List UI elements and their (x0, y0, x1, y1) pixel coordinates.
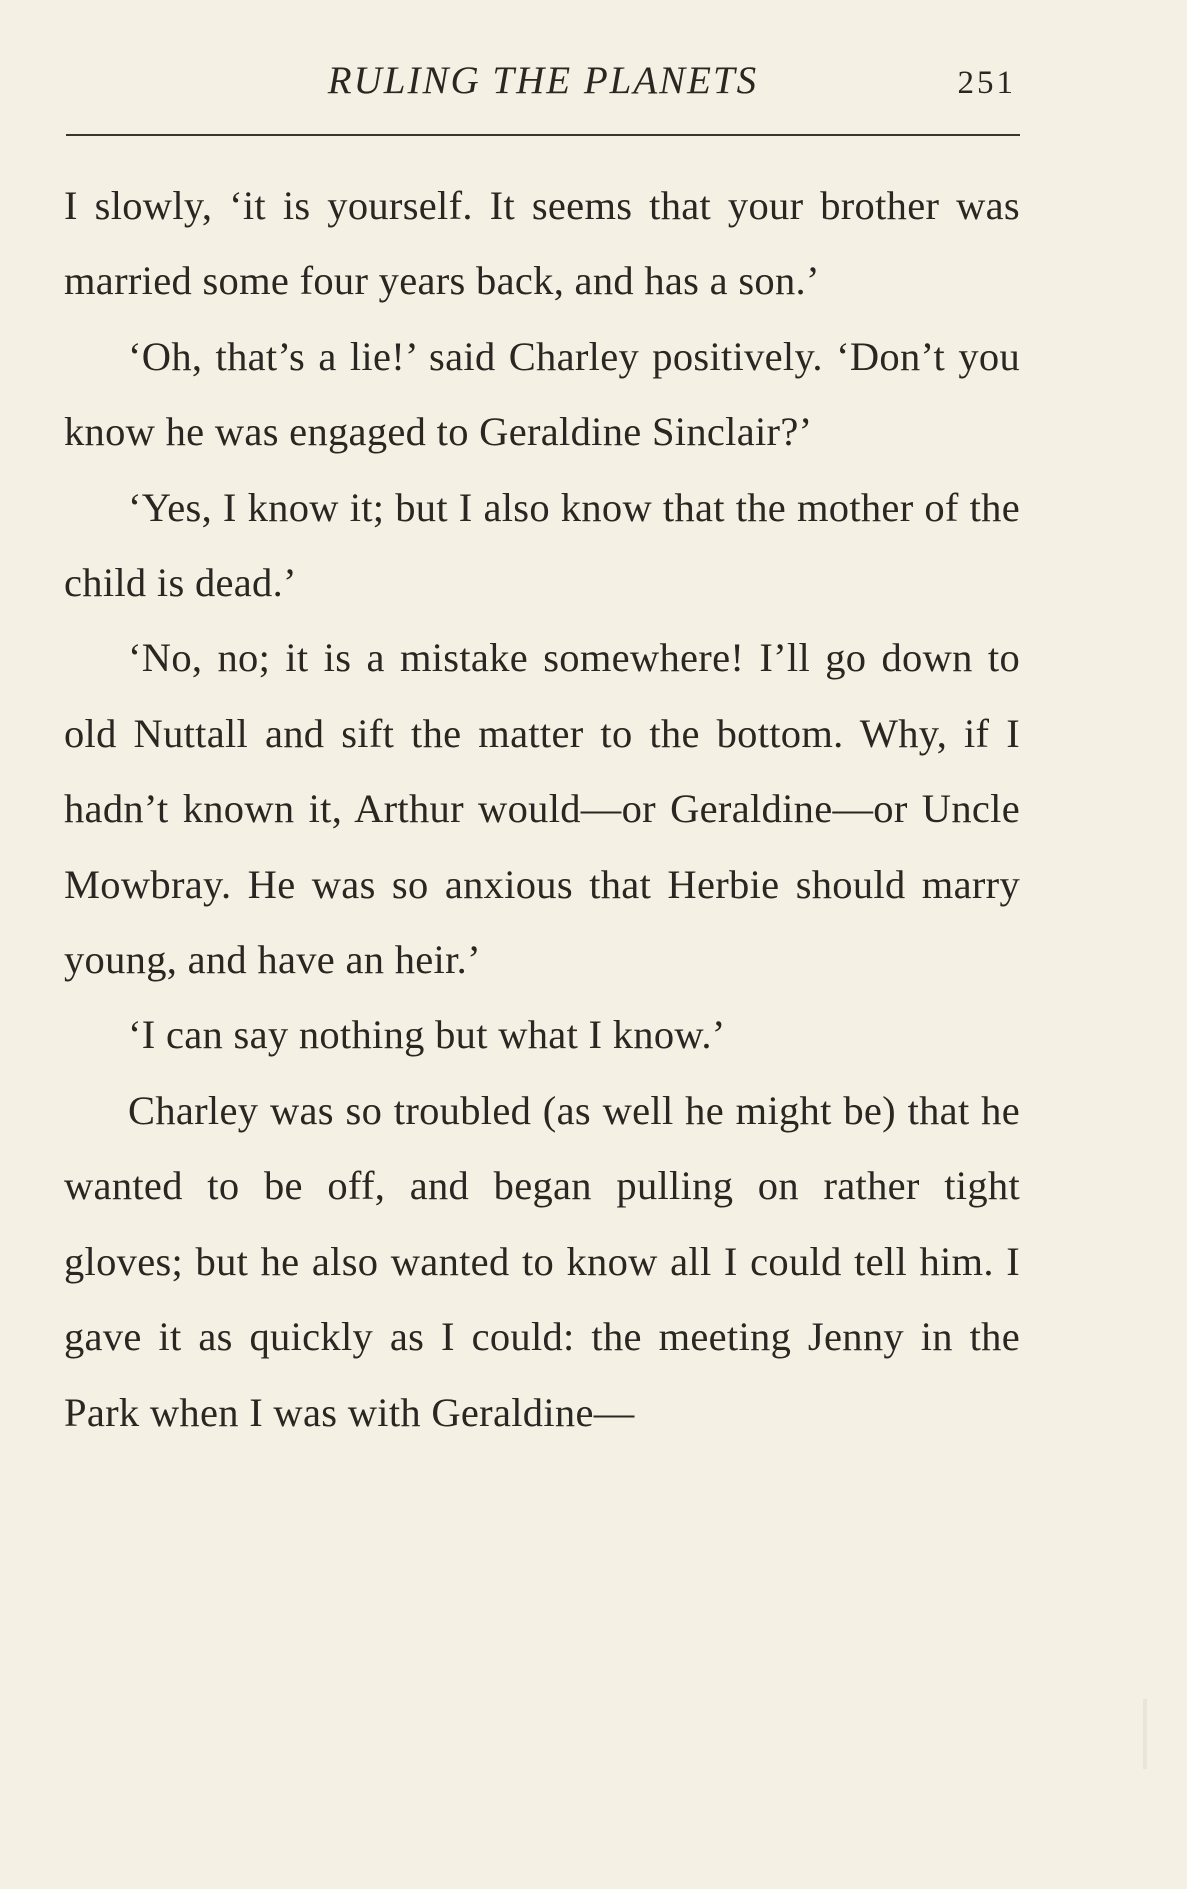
running-head (66, 58, 1020, 104)
paragraph-3: ‘Yes, I know it; but I also know that the mother of the child is dead.’ (64, 484, 1020, 606)
paragraph-1: I slowly, ‘it is yourself. It seems that your brother was married some four years back, and has a son.’ (64, 183, 1020, 304)
body-text (64, 168, 1020, 1450)
paragraph-4: ‘No, no; it is a mistake somewhere! I’ll go down to old Nuttall and sift the matter to the bottom. Why, if I hadn’t known it, Arthur would—or Geraldine—or Uncle Mowbray. He was so anxious that Herbie should marry young, and have an heir.’ (64, 635, 1020, 983)
paragraph-5: ‘I can say nothing but what I know.’ (128, 1012, 726, 1058)
running-title: RULING THE PLANETS (327, 59, 759, 102)
paragraph-2: ‘Oh, that’s a lie!’ said Charley positively. ‘Don’t you know he was engaged to Geraldine Sinclair?’ (64, 333, 1020, 455)
paper-speckle (1143, 1699, 1147, 1769)
header-rule (66, 134, 1020, 136)
page-number: 251 (957, 65, 1016, 101)
paragraph-6: Charley was so troubled (as well he might be) that he wanted to be off, and began pulling on rather tight gloves; but he also wanted to know all I could tell him. I gave it as quickly as I could: the meeting Jenny in the Park when I was with Geraldine— (64, 1087, 1020, 1435)
